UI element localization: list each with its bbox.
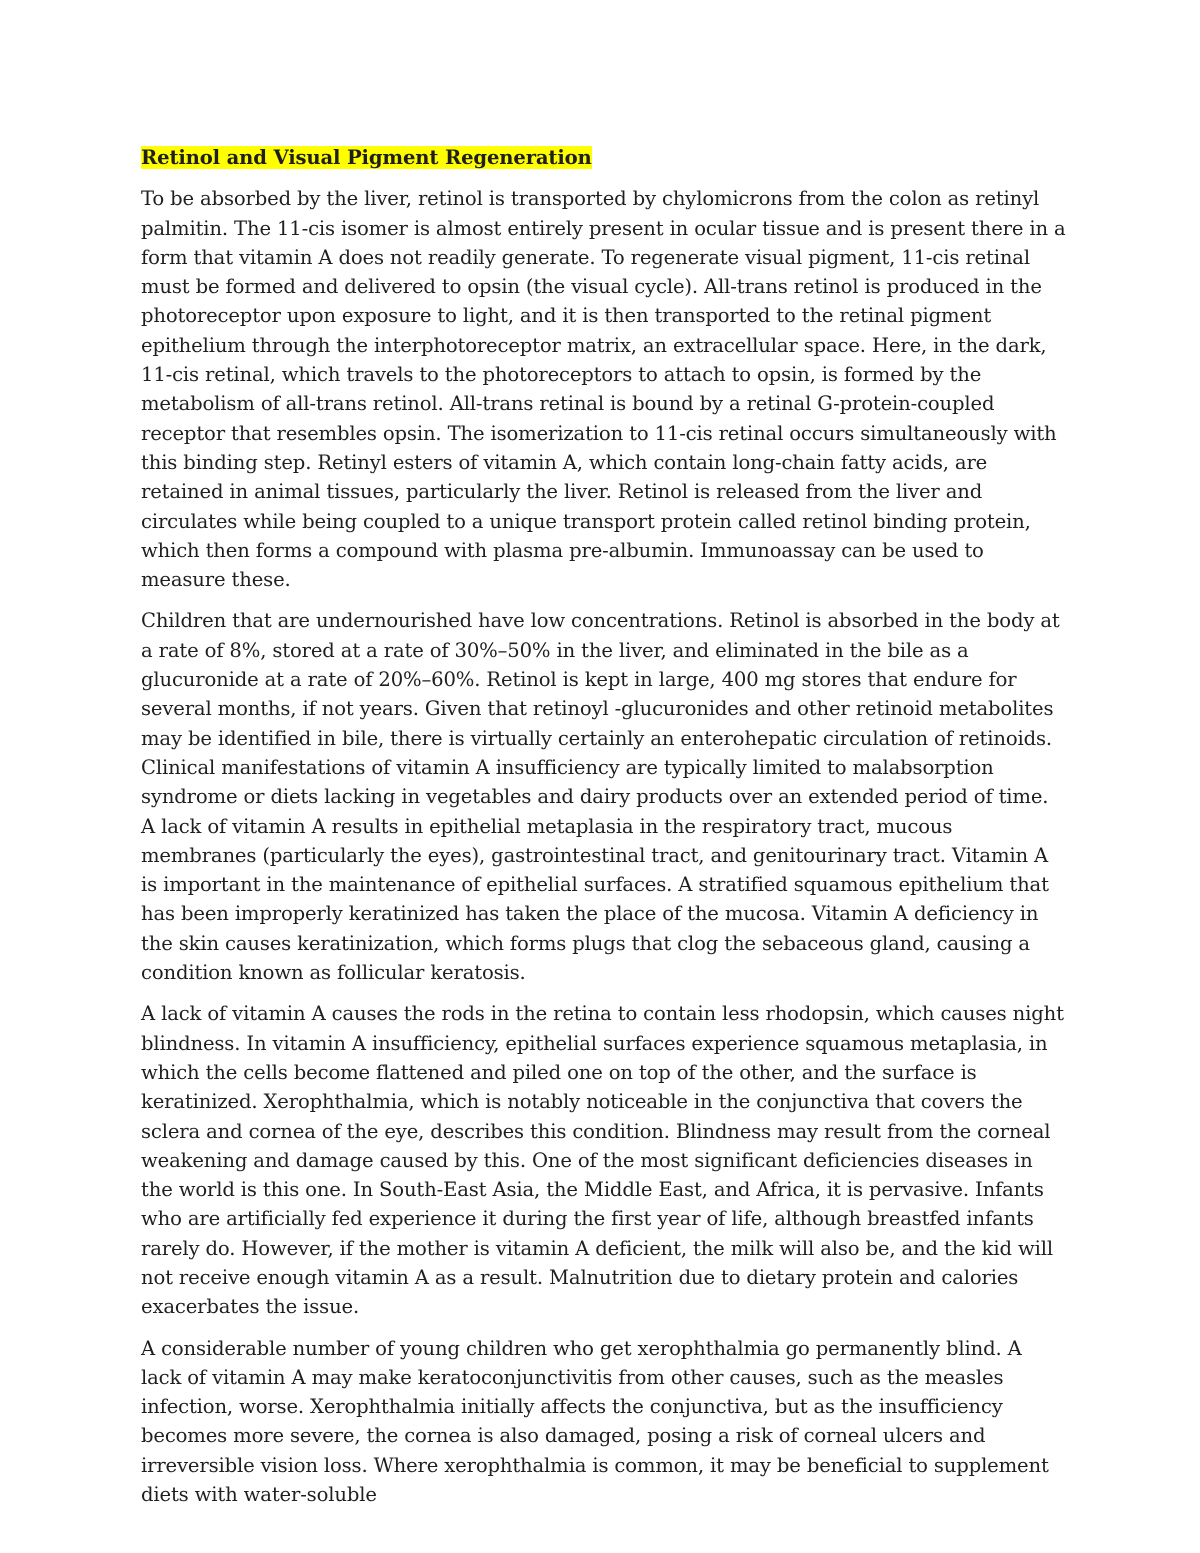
paragraph-night-blindness: A lack of vitamin A causes the rods in the retina to contain less rhodopsin, which causes night blindness. In vitamin A insufficiency, epithelial surfaces experience squamous metaplasia, in which the cells become flattened and piled one on top of the other, and the surface is keratinized. Xerophthalmia, which is notably noticeable in the conjunctiva that covers the sclera and cornea of the eye, describes this condition. Blindness may result from the corneal weakening and damage caused by this. One of the most significant deficiencies diseases in the world is this one. In South-East Asia, the Middle East, and Africa, it is pervasive. Infants who are artificially fed experience it during the first year of life, although breastfed infants rarely do. However, if the mother is vitamin A deficient, the milk will also be, and the kid will not receive enough vitamin A as a result. Malnutrition due to dietary protein and calories exacerbates the issue.	[141, 1002, 1064, 1319]
document-body	[141, 143, 1066, 1521]
paragraph-visual-cycle: To be absorbed by the liver, retinol is transported by chylomicrons from the colon as retinyl palmitin. The 11-cis isomer is almost entirely present in ocular tissue and is present there in a form that vitamin A does not readily generate. To regenerate visual pigment, 11-cis retinal must be formed and delivered to opsin (the visual cycle). All-trans retinol is produced in the photoreceptor upon exposure to light, and it is then transported to the retinal pigment epithelium through the interphotoreceptor matrix, an extracellular space. Here, in the dark, 11-cis retinal, which travels to the photoreceptors to attach to opsin, is formed by the metabolism of all-trans retinol. All-trans retinal is bound by a retinal G-protein-coupled receptor that resembles opsin. The isomerization to 11-cis retinal occurs simultaneously with this binding step. Retinyl esters of vitamin A, which contain long-chain fatty acids, are retained in animal tissues, particularly the liver. Retinol is released from the liver and circulates while being coupled to a unique transport protein called retinol binding protein, which then forms a compound with plasma pre-albumin. Immunoassay can be used to measure these.	[141, 187, 1066, 592]
paragraph-absorption-deficiency: Children that are undernourished have low concentrations. Retinol is absorbed in the body at a rate of 8%, stored at a rate of 30%–50% in the liver, and eliminated in the bile as a glucuronide at a rate of 20%–60%. Retinol is kept in large, 400 mg stores that endure for several months, if not years. Given that retinoyl -glucuronides and other retinoid metabolites may be identified in bile, there is virtually certainly an enterohepatic circulation of retinoids. Clinical manifestations of vitamin A insufficiency are typically limited to malabsorption syndrome or diets lacking in vegetables and dairy products over an extended period of time. A lack of vitamin A results in epithelial metaplasia in the respiratory tract, mucous membranes (particularly the eyes), gastrointestinal tract, and genitourinary tract. Vitamin A is important in the maintenance of epithelial surfaces. A stratified squamous epithelium that has been improperly keratinized has taken the place of the mucosa. Vitamin A deficiency in the skin causes keratinization, which forms plugs that clog the sebaceous gland, causing a condition known as follicular keratosis.	[141, 609, 1060, 985]
highlighted-title-text: Retinol and Visual Pigment Regeneration	[141, 146, 592, 169]
document-title	[141, 143, 1066, 172]
paragraph-xerophthalmia: A considerable number of young children who get xerophthalmia go permanently blind. A lack of vitamin A may make keratoconjunctivitis from other causes, such as the measles infection, worse. Xerophthalmia initially affects the conjunctiva, but as the insufficiency becomes more severe, the cornea is also damaged, posing a risk of corneal ulcers and irreversible vision loss. Where xerophthalmia is common, it may be beneficial to supplement diets with water-soluble	[141, 1336, 1049, 1507]
